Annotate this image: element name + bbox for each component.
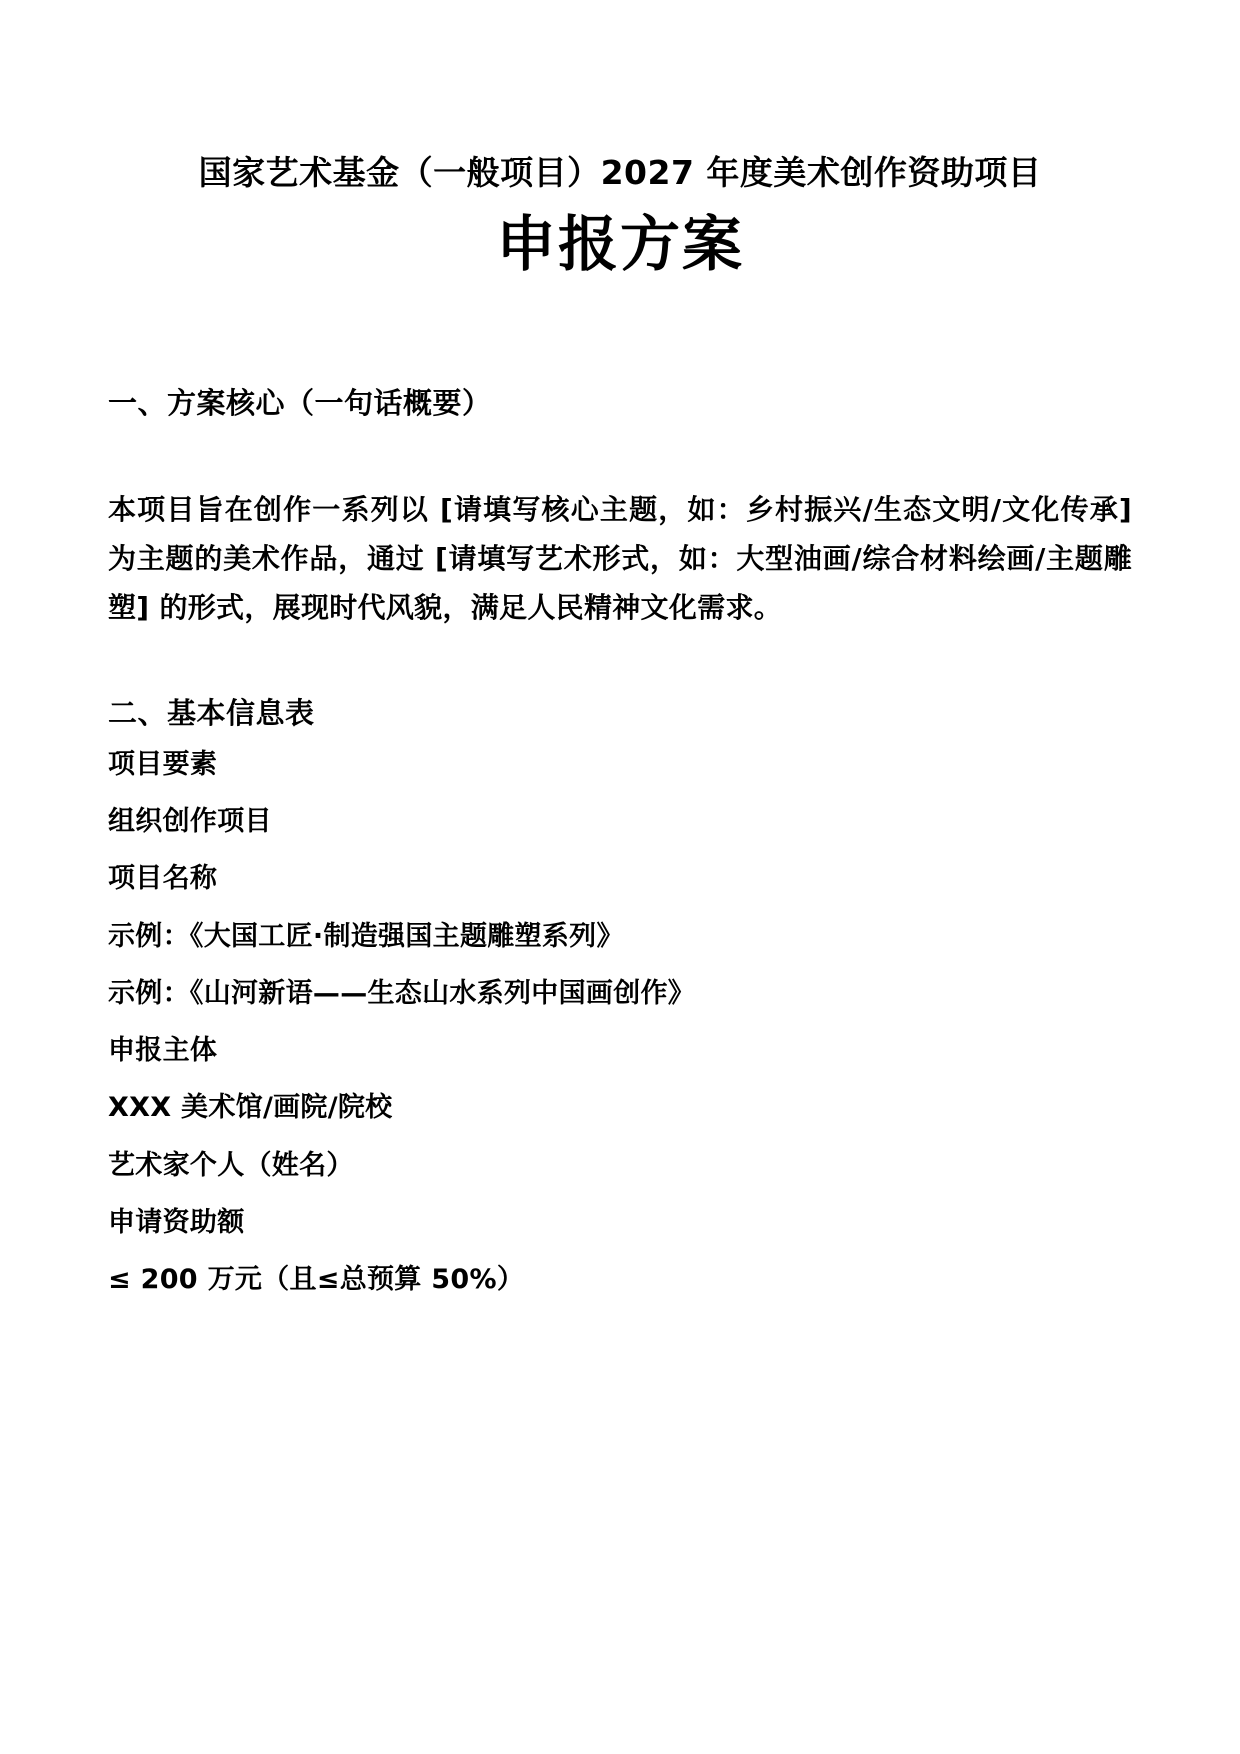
list-item: 项目名称 [108,863,218,895]
title-body-spacer [108,284,1132,380]
list-item: XXX 美术馆/画院/院校 [108,1092,393,1124]
list-item: ≤ 200 万元（且≤总预算 50%） [108,1264,525,1296]
list-item: 项目要素 [108,748,218,780]
section-core-paragraph: 本项目旨在创作一系列以 [请填写核心主题，如：乡村振兴/生态文明/文化传承] 为主题的美术作品，通过 [请填写艺术形式，如：大型油画/综合材料绘画/主题雕塑] 的形式，展现时代风貌，满足人民精神文化需求。 [108,492,1132,624]
list-item: 组织创作项目 [108,806,272,838]
list-item: 艺术家个人（姓名） [108,1149,354,1181]
list-item: 示例：《山河新语——生态山水系列中国画创作》 [108,977,696,1009]
list-item: 申报主体 [108,1035,218,1067]
document-title-main: 申报方案 [496,210,744,281]
document-title-subtitle: 国家艺术基金（一般项目）2027 年度美术创作资助项目 [198,153,1042,192]
section-heading-basic-info: 二、基本信息表 [108,695,315,730]
paragraph-section-spacer [108,632,1132,690]
section-heading-core: 一、方案核心（一句话概要） [108,386,492,421]
list-item: 示例：《大国工匠·制造强国主题雕塑系列》 [108,920,624,952]
basic-info-list [108,736,1132,1308]
heading-paragraph-spacer [108,427,1132,485]
list-item: 申请资助额 [108,1206,245,1238]
